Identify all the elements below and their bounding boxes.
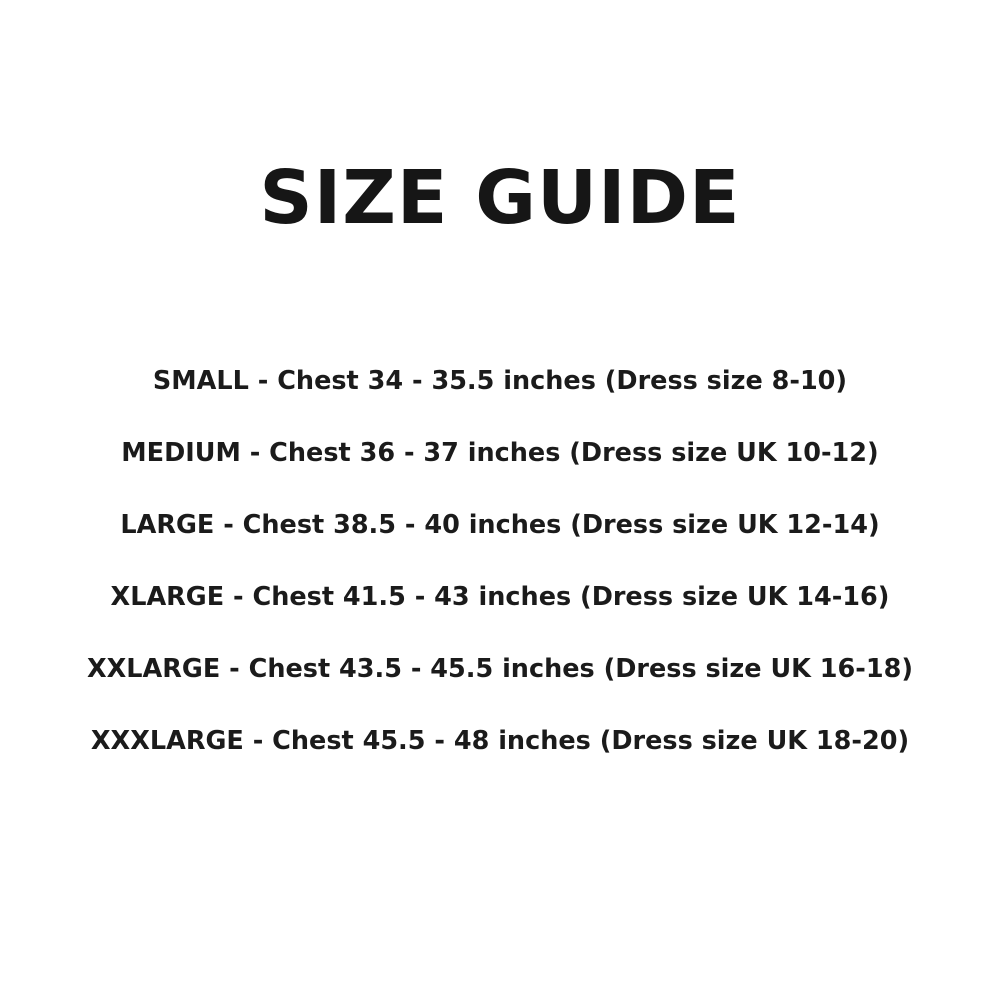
size-chart-list — [0, 345, 1000, 777]
list-item: XLARGE - Chest 41.5 - 43 inches (Dress size UK 14-16) — [110, 582, 890, 612]
page-title: SIZE GUIDE — [259, 155, 741, 241]
list-item: XXXLARGE - Chest 45.5 - 48 inches (Dress size UK 18-20) — [90, 726, 910, 756]
list-item: SMALL - Chest 34 - 35.5 inches (Dress size 8-10) — [152, 366, 848, 396]
list-item: MEDIUM - Chest 36 - 37 inches (Dress size UK 10-12) — [121, 438, 879, 468]
list-item: XXLARGE - Chest 43.5 - 45.5 inches (Dress size UK 16-18) — [86, 654, 913, 684]
list-item: LARGE - Chest 38.5 - 40 inches (Dress size UK 12-14) — [120, 510, 880, 540]
